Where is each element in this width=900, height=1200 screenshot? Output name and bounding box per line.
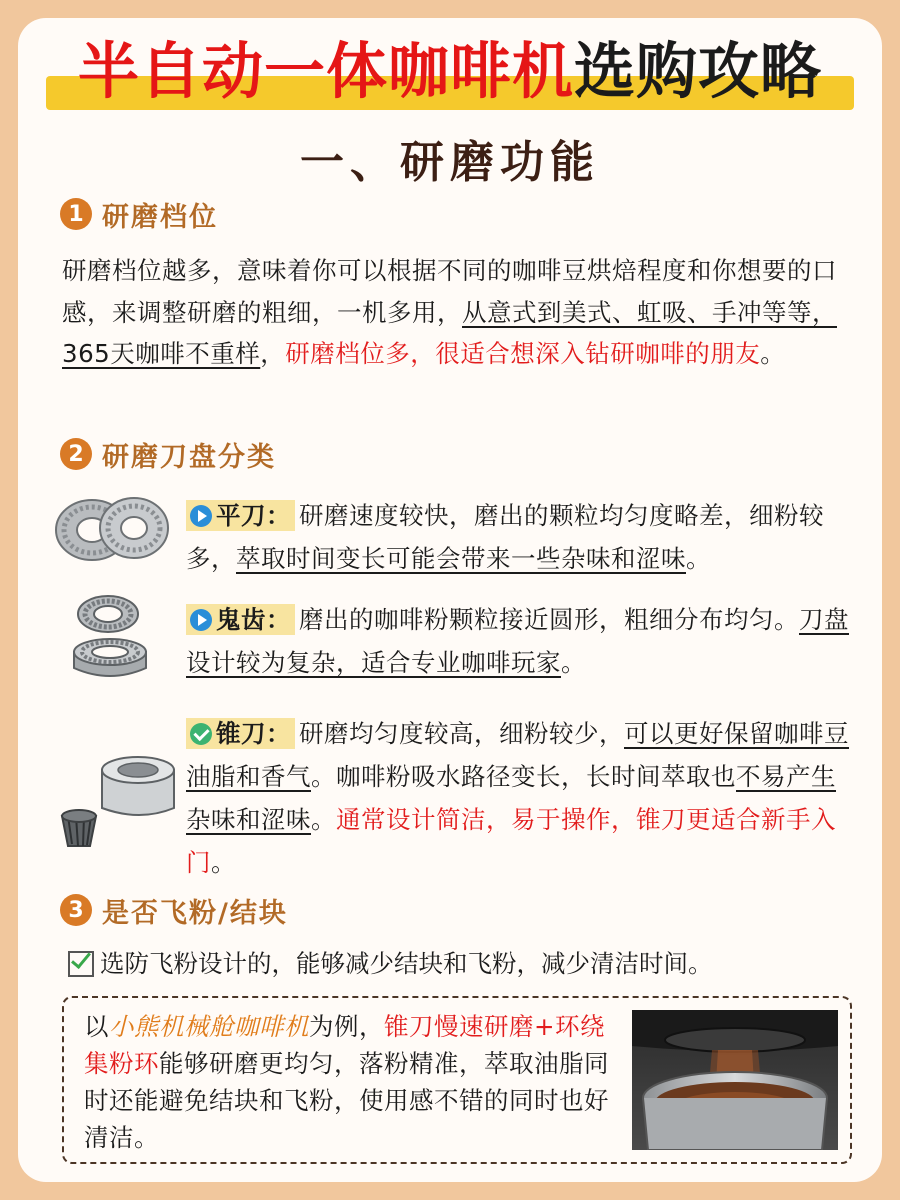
grind-levels-paragraph	[62, 250, 848, 375]
conical-burr-tag	[186, 718, 295, 749]
text: ，	[260, 339, 286, 368]
checkbox-icon	[68, 951, 94, 977]
subheading-label: 研磨档位	[102, 201, 218, 233]
ghost-burr-tag	[186, 604, 295, 635]
number-badge-2: 2	[60, 438, 92, 470]
text: 。	[760, 339, 786, 368]
underlined-text: 不易产生杂味和涩味	[186, 762, 836, 834]
text: 。咖啡粉吸水路径变长，长时间萃取也	[311, 762, 736, 791]
text: 能够研磨更均匀，落粉精准，萃取油脂同时还能避免结块和飞粉，使用感不错的同时也好清洁。	[84, 1049, 609, 1152]
text: 磨出的咖啡粉颗粒接近圆形，粗细分布均匀。	[299, 605, 799, 634]
play-icon	[190, 505, 212, 527]
ghost-burr-image	[60, 588, 160, 688]
red-emphasis: 研磨档位多，很适合想深入钻研咖啡的朋友	[285, 339, 761, 368]
text: 。	[311, 805, 336, 834]
text: 。	[561, 648, 586, 677]
text: 。	[686, 544, 711, 573]
text: 研磨档位越多，意味着你可以根据不同的咖啡豆烘焙程度和你想要的口感，来调整研磨的粗细，一机多用，	[62, 256, 837, 327]
tag-label: 锥刀：	[216, 719, 291, 748]
number-badge-1: 1	[60, 198, 92, 230]
play-icon	[190, 609, 212, 631]
flat-burr-description	[186, 494, 854, 580]
brand-name: 小熊机械舱咖啡机	[109, 1012, 309, 1041]
subheading-grind-levels	[60, 194, 218, 234]
red-emphasis: 锥刀慢速研磨+环绕集粉环	[84, 1012, 606, 1078]
flat-burr-tag	[186, 500, 295, 531]
underlined-text: 可以更好保留咖啡豆油脂和香气	[186, 719, 849, 791]
subheading-label: 是否飞粉/结块	[102, 897, 288, 929]
anti-static-tip	[68, 944, 713, 984]
title-part-red: 半自动一体咖啡机	[77, 36, 574, 107]
underlined-text: 刀盘设计较为复杂，适合专业咖啡玩家	[186, 605, 849, 677]
text: 为例，	[309, 1012, 384, 1041]
title-part-dark: 选购攻略	[574, 36, 823, 107]
tag-label: 鬼齿：	[216, 605, 291, 634]
subheading-burr-types	[60, 434, 276, 474]
flat-burr-image	[50, 484, 172, 574]
tip-text: 选防飞粉设计的，能够减少结块和飞粉，减少清洁时间。	[100, 949, 713, 978]
text: 研磨速度较快，磨出的颗粒均匀度略差，细粉较多，	[186, 501, 824, 573]
underlined-text: 从意式到美式、虹吸、手冲等等，365天咖啡不重样	[62, 297, 837, 368]
conical-burr-image	[56, 748, 176, 858]
text: 以	[84, 1012, 109, 1041]
text: 。	[211, 848, 236, 877]
ghost-burr-description	[186, 598, 854, 684]
example-callout	[62, 996, 852, 1164]
underlined-text: 萃取时间变长可能会带来一些杂味和涩味	[236, 544, 686, 573]
tag-label: 平刀：	[216, 501, 291, 530]
text: 研磨均匀度较高，细粉较少，	[299, 719, 624, 748]
check-circle-icon	[190, 723, 212, 745]
page-title	[40, 30, 860, 116]
grinder-powder-photo	[632, 1010, 838, 1150]
section-heading: 一、研磨功能	[300, 137, 600, 188]
example-text	[84, 1008, 614, 1156]
subheading-powder-clumping	[60, 890, 288, 930]
number-badge-3: 3	[60, 894, 92, 926]
conical-burr-description	[186, 712, 854, 884]
subheading-label: 研磨刀盘分类	[102, 441, 276, 473]
red-emphasis: 通常设计简洁，易于操作，锥刀更适合新手入门	[186, 805, 836, 877]
